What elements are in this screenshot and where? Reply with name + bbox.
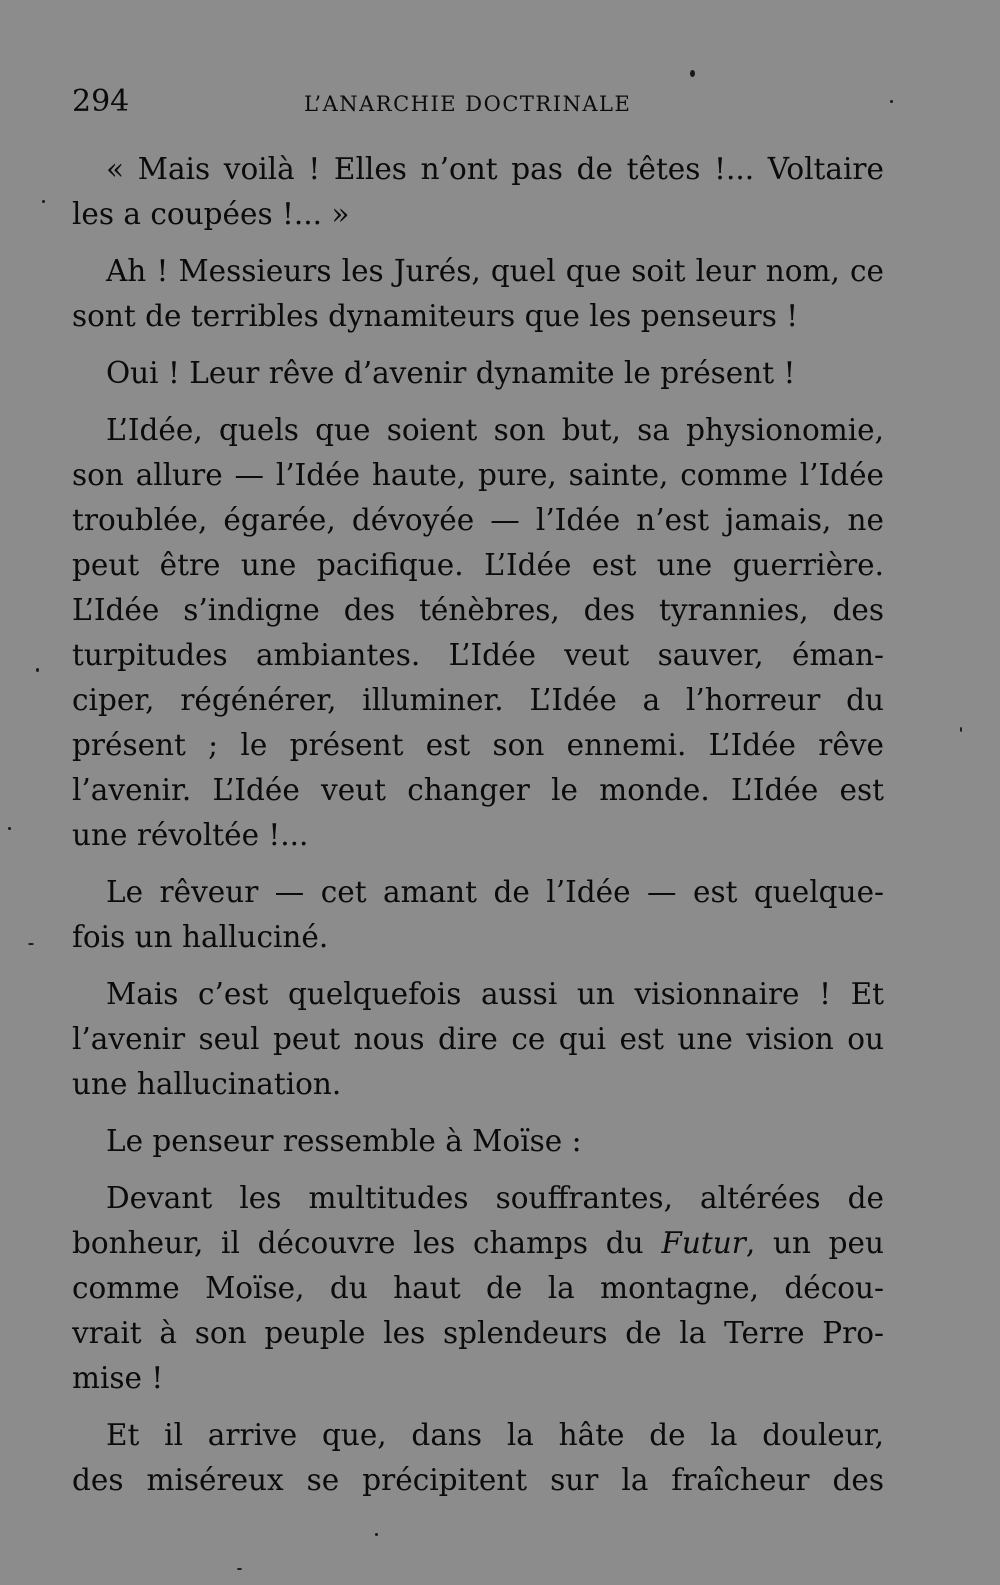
text-line: ciper, régénérer, illuminer. L’Idée a l’horreur du — [72, 683, 884, 717]
paragraph — [72, 870, 884, 960]
page-number: 294 — [72, 84, 130, 119]
text-line: Le penseur ressemble à Moïse : — [106, 1124, 582, 1158]
text-line: fois un halluciné. — [72, 920, 329, 954]
text-line: Oui ! Leur rêve d’avenir dynamite le présent ! — [106, 356, 796, 390]
text-line: Ah ! Messieurs les Jurés, quel que soit leur nom, ce — [106, 254, 884, 288]
text-line: une révoltée !... — [72, 818, 309, 852]
text-line: une hallucination. — [72, 1067, 342, 1101]
paragraph — [72, 249, 884, 339]
scan-speck — [28, 943, 34, 945]
scan-speck — [375, 1533, 378, 1536]
paragraph — [72, 351, 884, 396]
scan-speck — [237, 1568, 242, 1570]
text-line: l’avenir seul peut nous dire ce qui est une vision ou — [72, 1022, 884, 1056]
paragraph — [72, 1176, 884, 1401]
running-head: L’ANARCHIE DOCTRINALE — [304, 92, 632, 116]
paragraph — [72, 147, 884, 237]
text-line: turpitudes ambiantes. L’Idée veut sauver, éman- — [72, 638, 884, 672]
italic-word: Futur — [661, 1226, 746, 1260]
text-line: présent ; le présent est son ennemi. L’Idée rêve — [72, 728, 884, 762]
text-line: les a coupées !... » — [72, 197, 350, 231]
text-line: peut être une pacifique. L’Idée est une guerrière. — [72, 548, 884, 582]
text-line-with-italic: bonheur, il découvre les champs du Futur, un peu — [72, 1226, 884, 1260]
text-line: mise ! — [72, 1361, 164, 1395]
scan-speck — [690, 70, 695, 77]
text-line: L’Idée s’indigne des ténèbres, des tyrannies, des — [72, 593, 884, 627]
paragraph — [72, 1413, 884, 1503]
text-line: l’avenir. L’Idée veut changer le monde. L’Idée est — [72, 773, 884, 807]
paragraph — [72, 1119, 884, 1164]
text-line: son allure — l’Idée haute, pure, sainte, comme l’Idée — [72, 458, 884, 492]
paragraph — [72, 972, 884, 1107]
text-line: sont de terribles dynamiteurs que les penseurs ! — [72, 299, 799, 333]
scan-speck — [8, 827, 11, 830]
text-line: troublée, égarée, dévoyée — l’Idée n’est jamais, ne — [72, 503, 884, 537]
scan-speck — [890, 100, 893, 103]
page-header — [72, 84, 882, 124]
scan-speck — [960, 727, 962, 732]
text-line: Et il arrive que, dans la hâte de la douleur, — [106, 1418, 884, 1452]
text-line: des miséreux se précipitent sur la fraîcheur des — [72, 1463, 884, 1497]
paragraph — [72, 408, 884, 858]
text-line: Devant les multitudes souffrantes, altérées de — [106, 1181, 884, 1215]
text-line: comme Moïse, du haut de la montagne, décou- — [72, 1271, 884, 1305]
text-line: « Mais voilà ! Elles n’ont pas de têtes !... Voltaire — [106, 152, 884, 186]
text-line: L’Idée, quels que soient son but, sa physionomie, — [106, 413, 884, 447]
text-line: Mais c’est quelquefois aussi un visionnaire ! Et — [106, 977, 884, 1011]
text-line: Le rêveur — cet amant de l’Idée — est quelque- — [106, 875, 884, 909]
text-line: vrait à son peuple les splendeurs de la Terre Pro- — [72, 1316, 884, 1350]
body-text — [72, 147, 884, 1515]
